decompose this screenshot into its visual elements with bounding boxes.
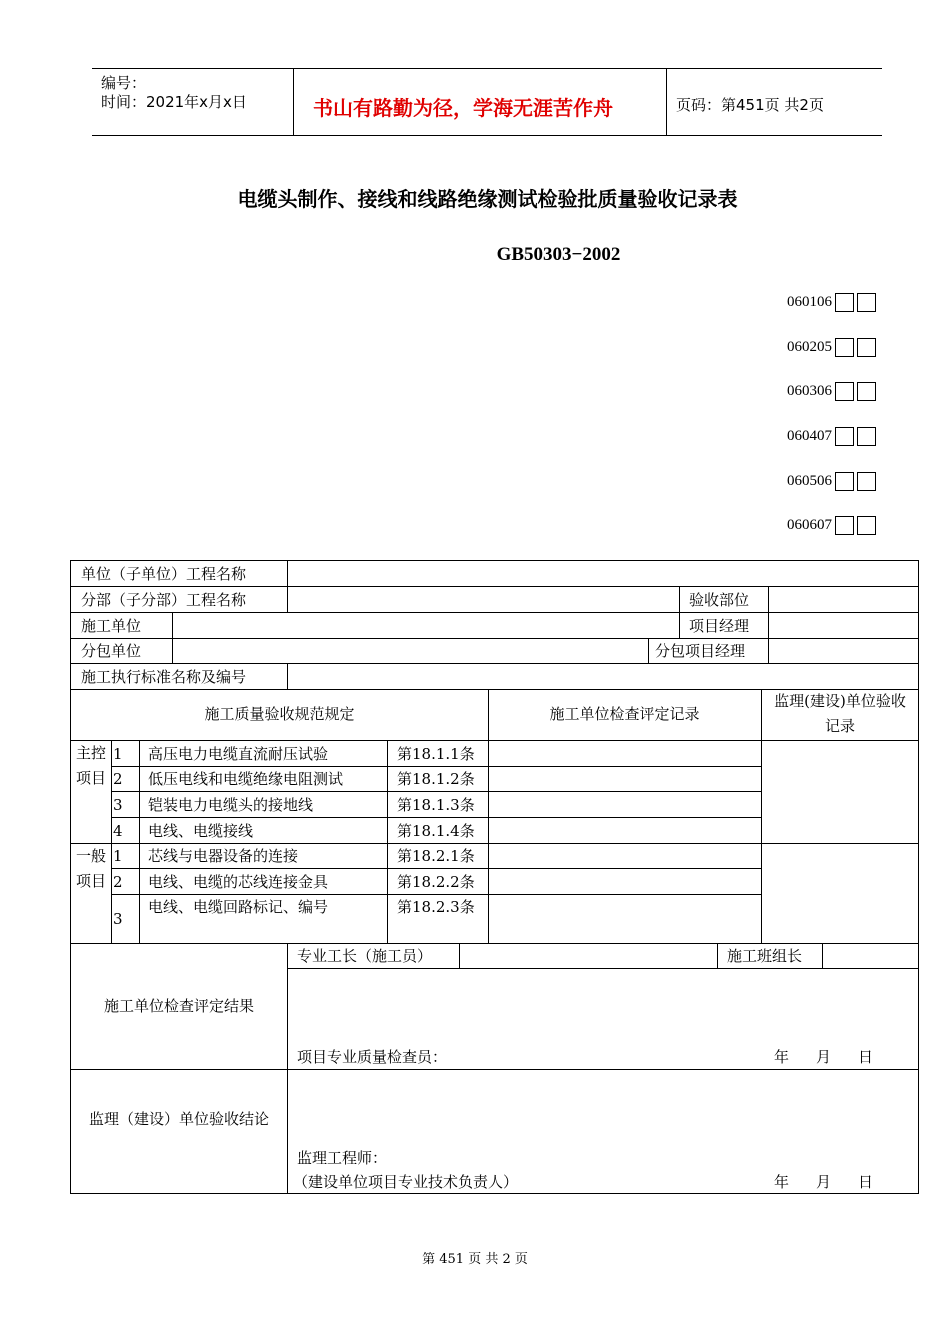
unit-project-label: 单位（子单位）工程名称 (81, 565, 247, 583)
header-divider (293, 69, 294, 136)
item-clause: 第18.1.4条 (397, 822, 475, 840)
acceptance-table (70, 560, 919, 1194)
standard-label: 施工执行标准名称及编号 (81, 668, 247, 686)
form-code-row (787, 293, 876, 312)
item-clause: 第18.2.1条 (397, 847, 475, 865)
acceptance-conclusion-label: 监理（建设）单位验收结论 (88, 1110, 269, 1128)
checkbox[interactable] (857, 427, 876, 446)
form-code-row (787, 427, 876, 446)
spec-header: 施工质量验收规范规定 (204, 705, 355, 723)
time-label: 时间：2021年x月x日 (101, 93, 247, 111)
checkbox[interactable] (835, 427, 854, 446)
item-no: 4 (113, 822, 123, 840)
form-code: 060106 (787, 294, 832, 310)
date-year: 年 (774, 1173, 790, 1191)
form-code-row (787, 382, 876, 401)
item-name: 电线、电缆的芯线连接金具 (148, 873, 329, 891)
motto: 书山有路勤为径，学海无涯苦作舟 (313, 96, 613, 120)
checkbox[interactable] (835, 472, 854, 491)
tech-lead-label: （建设单位项目专业技术负责人） (293, 1173, 519, 1191)
subcontract-manager-label: 分包项目经理 (655, 642, 746, 660)
date-day: 日 (858, 1173, 874, 1191)
checkbox[interactable] (835, 293, 854, 312)
item-no: 3 (113, 796, 123, 814)
form-code: 060506 (787, 473, 832, 489)
date-year: 年 (774, 1048, 790, 1066)
form-code-row (787, 472, 876, 491)
check-header: 施工单位检查评定记录 (549, 705, 700, 723)
checkbox[interactable] (857, 382, 876, 401)
team-leader-label: 施工班组长 (727, 947, 803, 965)
general-group-label: 一般项目 (76, 847, 107, 890)
form-code: 060607 (787, 517, 832, 533)
subcontract-unit-label: 分包单位 (81, 642, 142, 660)
item-no: 3 (113, 910, 123, 928)
item-name: 电线、电缆回路标记、编号 (148, 898, 329, 916)
page-title: 电缆头制作、接线和线路绝缘测试检验批质量验收记录表 (237, 187, 738, 211)
checkbox[interactable] (835, 382, 854, 401)
project-manager-label: 项目经理 (689, 617, 750, 635)
item-name: 高压电力电缆直流耐压试验 (148, 745, 329, 763)
check-result-label: 施工单位检查评定结果 (103, 997, 254, 1015)
serial-label: 编号： (101, 74, 147, 92)
item-clause: 第18.1.3条 (397, 796, 475, 814)
date-month: 月 (816, 1048, 832, 1066)
checkbox[interactable] (857, 338, 876, 357)
page-info: 页码：第451页 共2页 (676, 96, 824, 114)
item-name: 铠装电力电缆头的接地线 (148, 796, 314, 814)
item-clause: 第18.2.2条 (397, 873, 475, 891)
date-month: 月 (816, 1173, 832, 1191)
header-top-rule (92, 68, 882, 69)
page-footer: 第 451 页 共 2 页 (422, 1252, 528, 1267)
item-clause: 第18.1.2条 (397, 770, 475, 788)
item-clause: 第18.2.3条 (397, 898, 475, 916)
header-bottom-rule (92, 135, 882, 136)
item-no: 1 (113, 847, 123, 865)
foreman-label: 专业工长（施工员） (297, 947, 433, 965)
supervision-header: 监理(建设)单位验收记录 (774, 692, 906, 735)
checkbox[interactable] (835, 516, 854, 535)
form-code: 060205 (787, 339, 832, 355)
item-no: 2 (113, 873, 123, 891)
checkbox[interactable] (857, 293, 876, 312)
item-no: 1 (113, 745, 123, 763)
form-code-row (787, 338, 876, 357)
item-name: 芯线与电器设备的连接 (148, 847, 299, 865)
quality-inspector-label: 项目专业质量检查员： (297, 1048, 448, 1066)
checkbox[interactable] (857, 472, 876, 491)
main-group-label: 主控项目 (76, 744, 107, 787)
item-no: 2 (113, 770, 123, 788)
form-code: 060407 (787, 428, 832, 444)
item-name: 低压电线和电缆绝缘电阻测试 (148, 770, 344, 788)
item-name: 电线、电缆接线 (148, 822, 254, 840)
checkbox[interactable] (857, 516, 876, 535)
standard-code: GB50303−2002 (496, 244, 621, 265)
construction-unit-label: 施工单位 (81, 617, 142, 635)
checkbox[interactable] (835, 338, 854, 357)
sub-project-label: 分部（子分部）工程名称 (81, 591, 247, 609)
item-clause: 第18.1.1条 (397, 745, 475, 763)
acceptance-part-label: 验收部位 (689, 591, 750, 609)
supervisor-label: 监理工程师： (297, 1149, 388, 1167)
date-day: 日 (858, 1048, 874, 1066)
form-code: 060306 (787, 383, 832, 399)
form-code-row (787, 516, 876, 535)
header-divider (666, 69, 667, 136)
